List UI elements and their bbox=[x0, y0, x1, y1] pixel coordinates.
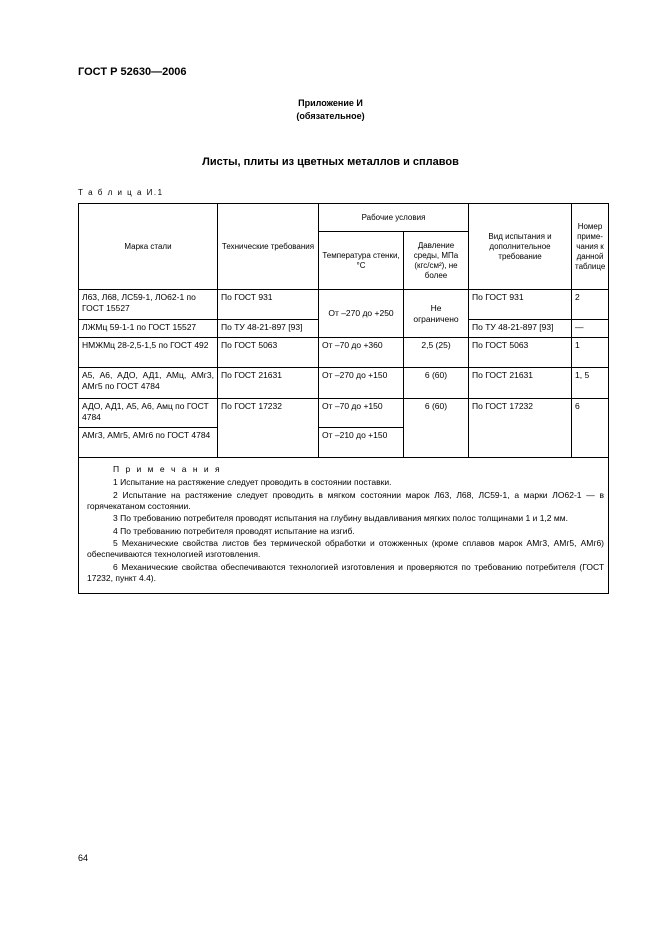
table-row bbox=[79, 399, 609, 428]
cell-test: По ГОСТ 21631 bbox=[469, 368, 572, 399]
cell-note: 6 bbox=[572, 399, 609, 458]
cell-note: — bbox=[572, 320, 609, 338]
appendix-subtitle: (обязательное) bbox=[296, 111, 365, 121]
cell-tech: По ГОСТ 5063 bbox=[218, 338, 319, 368]
cell-tech: По ГОСТ 931 bbox=[218, 290, 319, 320]
cell-grade: Л63, Л68, ЛС59-1, ЛО62-1 по ГОСТ 15527 bbox=[79, 290, 218, 320]
cell-temperature: От –70 до +150 bbox=[319, 399, 404, 428]
header-tech: Технические требования bbox=[218, 204, 319, 290]
cell-note: 2 bbox=[572, 290, 609, 320]
section-title: Листы, плиты из цветных металлов и сплавов bbox=[202, 156, 459, 168]
header-pressure: Давление среды, МПа (кгс/см²), не более bbox=[404, 232, 469, 290]
note-3: 3 По требованию потребителя проводят испытания на глубину выдавливания мягких полос толщинами 1 и 1,2 мм. bbox=[113, 513, 568, 523]
note-1: 1 Испытание на растяжение следует проводить в состоянии поставки. bbox=[113, 477, 392, 487]
cell-pressure: Не ограничено bbox=[404, 290, 469, 338]
cell-grade: А5, А6, АДО, АД1, АМц, АМг3, АМг5 по ГОСТ 4784 bbox=[79, 368, 218, 399]
appendix-heading bbox=[0, 97, 661, 123]
note-5: 5 Механические свойства листов без термической обработки и отожженных (кроме сплавов марок АМг3, АМг5, АМг6) обеспечиваются технологией изготовления. bbox=[87, 538, 605, 559]
header-temperature: Температура стенки, °С bbox=[319, 232, 404, 290]
cell-test: По ГОСТ 931 bbox=[469, 290, 572, 320]
page-number: 64 bbox=[78, 853, 89, 863]
header-row bbox=[79, 204, 609, 232]
cell-grade: НМЖМц 28-2,5-1,5 по ГОСТ 492 bbox=[79, 338, 218, 368]
header-note-number: Номер приме-чания к данной таблице bbox=[572, 204, 609, 290]
note-2: 2 Испытание на растяжение следует проводить в мягком состоянии марок Л63, Л68, ЛС59-1, а марки ЛО62-1 — в горячекатаном состоянии. bbox=[87, 489, 605, 511]
cell-pressure: 2,5 (25) bbox=[404, 338, 469, 368]
cell-tech: По ГОСТ 17232 bbox=[218, 399, 319, 458]
header-grade: Марка стали bbox=[79, 204, 218, 290]
cell-grade: АДО, АД1, А5, А6, Амц по ГОСТ 4784 bbox=[79, 399, 218, 428]
table-row bbox=[79, 368, 609, 399]
cell-temperature: От –70 до +360 bbox=[319, 338, 404, 368]
notes-row bbox=[79, 458, 609, 594]
cell-temperature: От –210 до +150 bbox=[319, 428, 404, 458]
cell-tech: По ГОСТ 21631 bbox=[218, 368, 319, 399]
appendix-title: Приложение И bbox=[298, 98, 363, 108]
cell-grade: АМг3, АМг5, АМг6 по ГОСТ 4784 bbox=[79, 428, 218, 458]
note-4: 4 По требованию потребителя проводят испытание на изгиб. bbox=[113, 525, 355, 536]
cell-pressure: 6 (60) bbox=[404, 368, 469, 399]
table-label: Т а б л и ц а И.1 bbox=[78, 188, 164, 197]
table-row bbox=[79, 338, 609, 368]
cell-note: 1, 5 bbox=[572, 368, 609, 399]
cell-pressure: 6 (60) bbox=[404, 399, 469, 458]
materials-table bbox=[78, 203, 609, 594]
cell-temperature: От –270 до +250 bbox=[319, 290, 404, 338]
cell-test: По ГОСТ 17232 bbox=[469, 399, 572, 458]
cell-temperature: От –270 до +150 bbox=[319, 368, 404, 399]
cell-note: 1 bbox=[572, 338, 609, 368]
document-code: ГОСТ Р 52630—2006 bbox=[78, 66, 187, 78]
note-6: 6 Механические свойства обеспечиваются технологией изготовления и проверяются по требованию потребителя (ГОСТ 17232, пункт 4.4). bbox=[87, 561, 605, 583]
table-row bbox=[79, 290, 609, 320]
cell-tech: По ТУ 48-21-897 [93] bbox=[218, 320, 319, 338]
notes-cell bbox=[79, 458, 609, 594]
cell-test: По ТУ 48-21-897 [93] bbox=[469, 320, 572, 338]
header-conditions: Рабочие условия bbox=[319, 204, 469, 232]
notes-title: П р и м е ч а н и я bbox=[113, 464, 222, 474]
cell-test: По ГОСТ 5063 bbox=[469, 338, 572, 368]
cell-grade: ЛЖМц 59-1-1 по ГОСТ 15527 bbox=[79, 320, 218, 338]
header-test: Вид испытания и дополнительное требование bbox=[469, 204, 572, 290]
